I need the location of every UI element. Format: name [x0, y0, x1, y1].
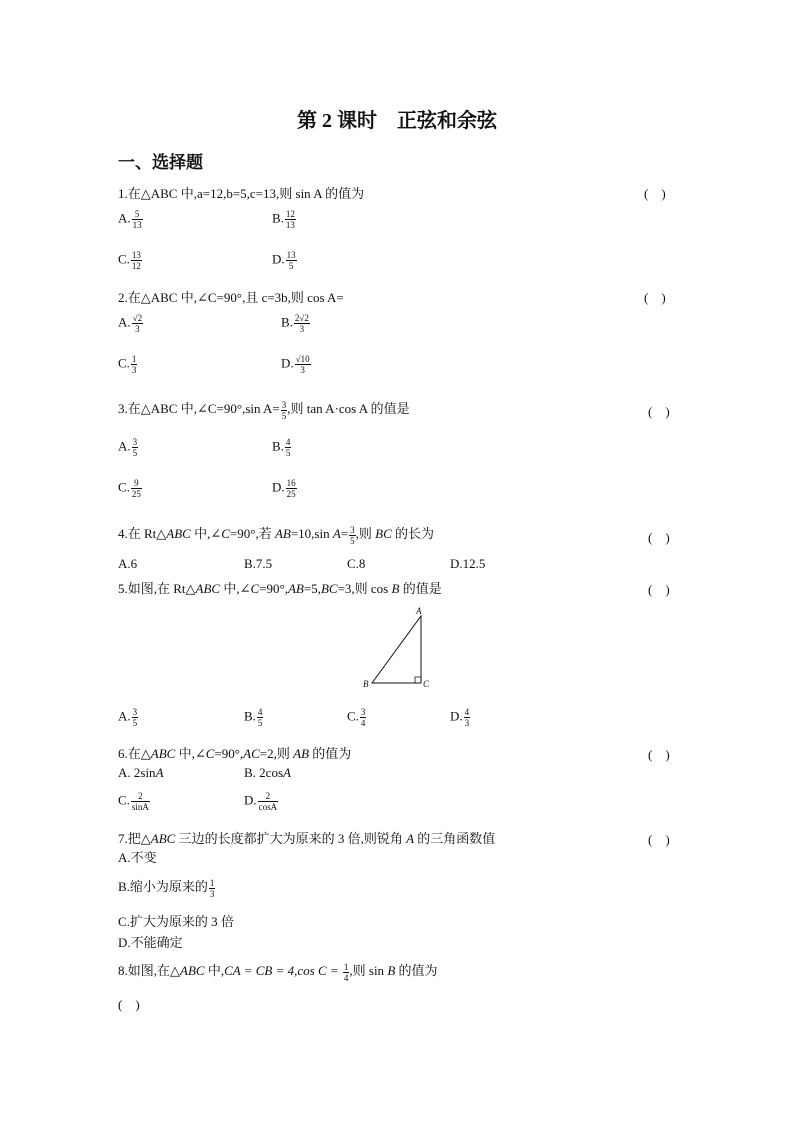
q3-option-a[interactable]: A. $\frac{3}{5}$ [118, 437, 138, 458]
q5-option-b[interactable]: B. $\frac{4}{5}$ [244, 707, 263, 728]
q1-option-a[interactable]: A. $\frac{5}{13}$ [118, 209, 142, 230]
q6-option-d[interactable]: D. $\frac{2}{\cos A}$ [244, 791, 278, 812]
q5-option-d[interactable]: D. $\frac{4}{3}$ [450, 707, 470, 728]
page-title: 第 2 课时 正弦和余弦 [297, 110, 497, 132]
q2-option-c[interactable]: C. $\frac{1}{3}$ [118, 354, 137, 375]
q4-option-d[interactable]: D.12.5 [450, 556, 486, 571]
q7-option-a[interactable]: A.不变 [118, 850, 157, 865]
q3-option-c[interactable]: C. $\frac{9}{25}$ [118, 478, 141, 499]
triangle-abc [372, 616, 421, 683]
q2-option-d[interactable]: D. $\frac{√10}{3}$ [281, 354, 310, 375]
vertex-label-b: B [363, 679, 369, 689]
q1-option-d[interactable]: D. $\frac{13}{5}$ [272, 250, 296, 271]
q4-option-a[interactable]: A.6 [118, 556, 138, 571]
question-7-stem: 7.把△ABC 三边的长度都扩大为原来的 3 倍,则锐角 A 的三角函数值 [118, 831, 496, 846]
q3-option-b[interactable]: B. $\frac{4}{5}$ [272, 437, 291, 458]
question-6-stem: 6.在△ABC 中,∠C=90°,AC=2,则 AB 的值为 [118, 746, 352, 761]
question-5-stem: 5.如图,在 Rt△ABC 中,∠C=90°,AB=5,BC=3,则 cos B 的值是 [118, 581, 442, 596]
right-angle-mark [415, 677, 421, 683]
answer-paren-5[interactable]: ( ) [648, 582, 670, 597]
answer-paren-1[interactable]: ( ) [644, 186, 666, 201]
q1-option-c[interactable]: C. $\frac{13}{12}$ [118, 250, 141, 271]
q6-option-b[interactable]: B. 2cosA [244, 765, 291, 780]
q7-option-b[interactable]: B.缩小为原来的 $\frac{1}{3}$ [118, 877, 215, 899]
question-3-stem: 3.在△ABC 中,∠C=90°,sin A= $\frac{3}{5}$ ,则 tan A·cos A 的值是 [118, 399, 410, 421]
section-heading: 一、选择题 [118, 153, 203, 172]
vertex-label-a: A [416, 606, 422, 616]
q5-option-a[interactable]: A. $\frac{3}{5}$ [118, 707, 138, 728]
q4-option-b[interactable]: B.7.5 [244, 556, 273, 571]
q6-option-c[interactable]: C. $\frac{2}{\sin A}$ [118, 791, 149, 812]
question-8-stem: 8.如图,在△ABC 中,CA = CB = 4,cos C = $\frac{1}{4}$ ,则 sin B 的值为 [118, 961, 438, 983]
q1-option-b[interactable]: B. $\frac{12}{13}$ [272, 209, 295, 230]
answer-paren-8[interactable]: ( ) [118, 997, 140, 1012]
q2-option-a[interactable]: A. $\frac{√2}{3}$ [118, 313, 143, 334]
question-4-stem: 4.在 Rt△ABC 中,∠C=90°,若 AB=10,sin A= $\frac{3}{5}$ ,则 BC 的长为 [118, 524, 435, 546]
vertex-label-c: C [423, 679, 430, 689]
q4-option-c[interactable]: C.8 [347, 556, 366, 571]
question-1-stem: 1.在△ABC 中,a=12,b=5,c=13,则 sin A 的值为 [118, 186, 365, 201]
answer-paren-3[interactable]: ( ) [648, 404, 670, 419]
q6-option-a[interactable]: A. 2sinA [118, 765, 164, 780]
q7-option-c[interactable]: C.扩大为原来的 3 倍 [118, 914, 234, 929]
right-triangle-figure [360, 605, 440, 690]
answer-paren-4[interactable]: ( ) [648, 530, 670, 545]
answer-paren-6[interactable]: ( ) [648, 747, 670, 762]
q7-option-d[interactable]: D.不能确定 [118, 935, 183, 950]
q5-option-c[interactable]: C. $\frac{3}{4}$ [347, 707, 366, 728]
question-2-stem: 2.在△ABC 中,∠C=90°,且 c=3b,则 cos A= [118, 290, 344, 305]
q2-option-b[interactable]: B. $\frac{2√2}{3}$ [281, 313, 309, 334]
q3-option-d[interactable]: D. $\frac{16}{25}$ [272, 478, 296, 499]
answer-paren-2[interactable]: ( ) [644, 290, 666, 305]
answer-paren-7[interactable]: ( ) [648, 832, 670, 847]
